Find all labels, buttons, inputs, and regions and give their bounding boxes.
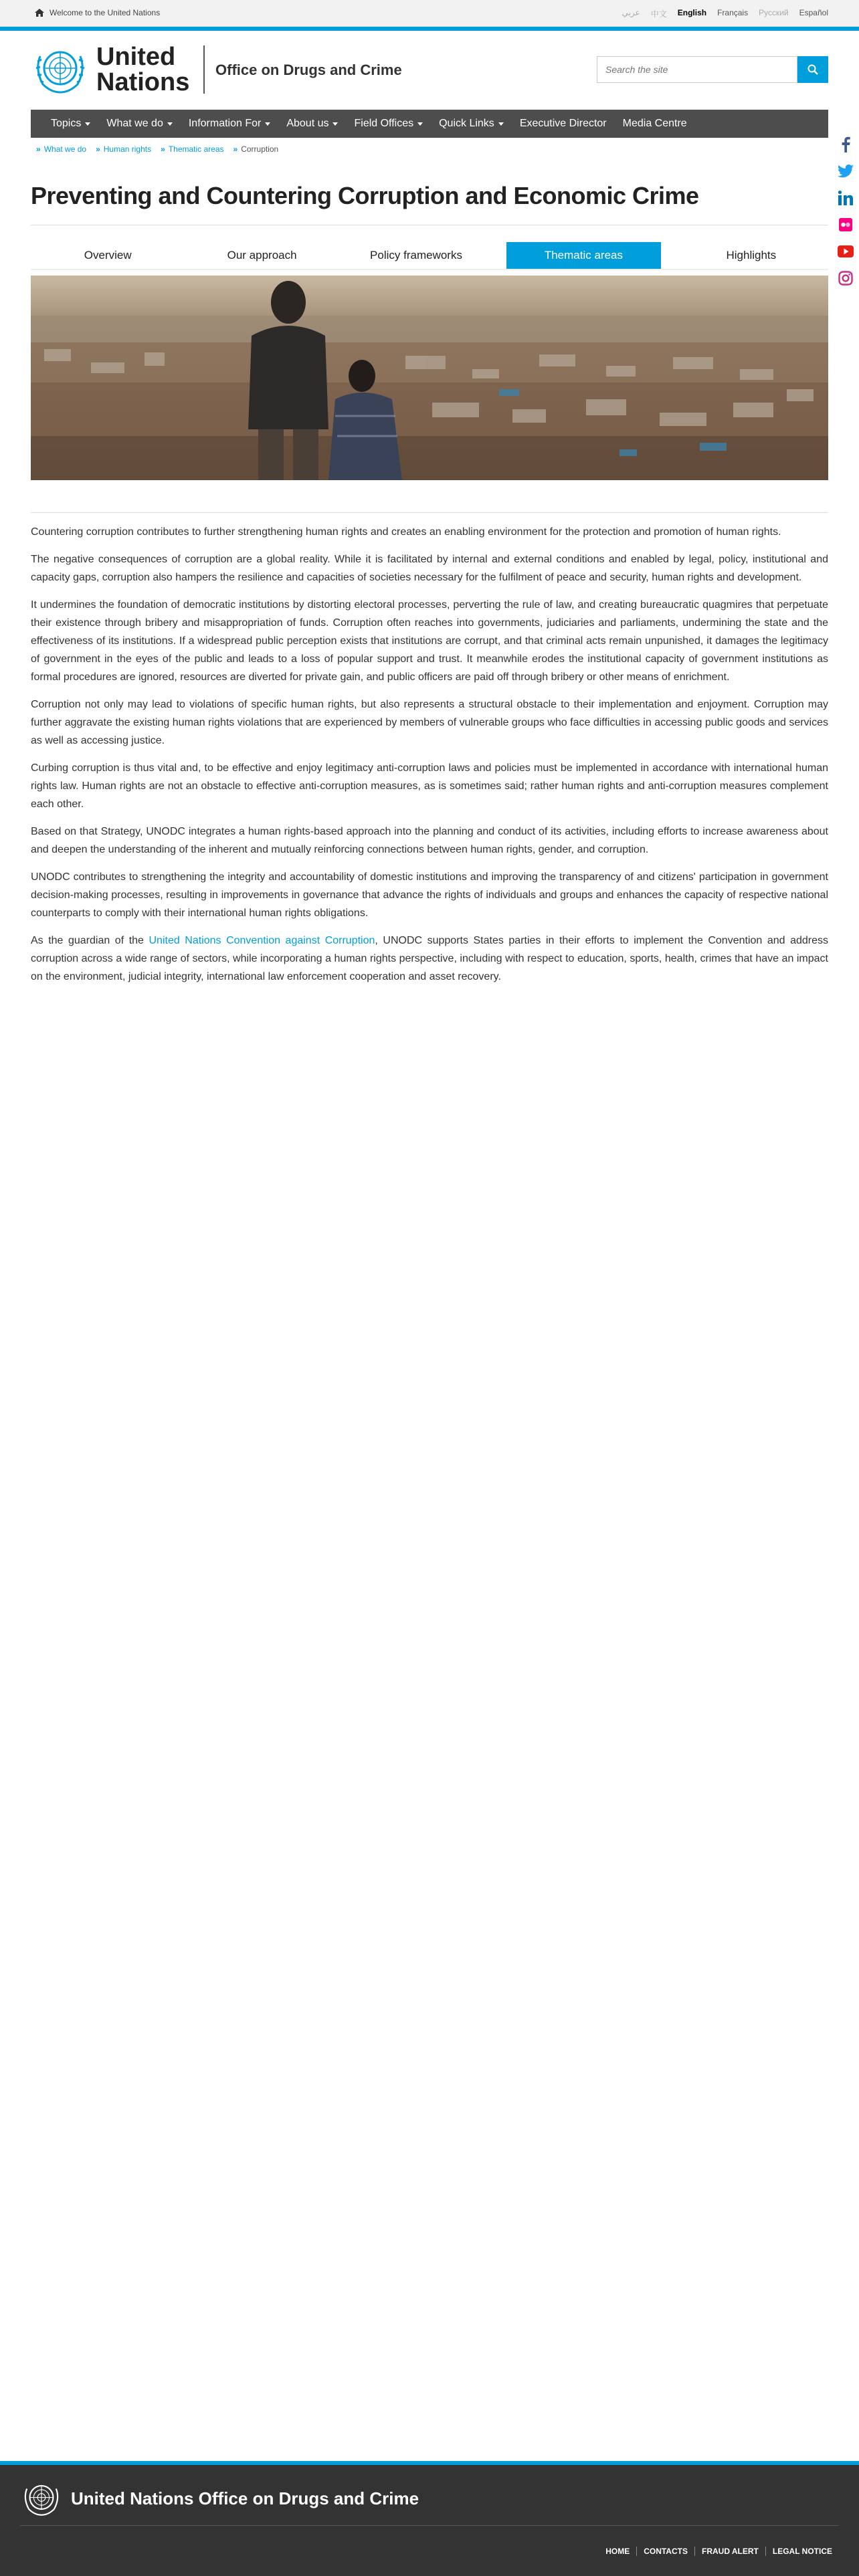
nav-field-offices[interactable] bbox=[346, 110, 431, 138]
footer-link-home[interactable]: HOME bbox=[605, 2547, 630, 2556]
paragraph: Countering corruption contributes to further strengthening human rights and creates an enabling environment for the protection and promotion of human rights. bbox=[31, 526, 781, 538]
paragraph: Based on that Strategy, UNODC integrates a human rights-based approach into the planning and conduct of its activities, including efforts to increase awareness about and deepen the understanding of the inherent and mutually reinforcing connections between human rights, gender, and corruption. bbox=[31, 826, 828, 855]
caret-down-icon bbox=[498, 122, 504, 126]
footer-link-contacts[interactable]: CONTACTS bbox=[636, 2547, 694, 2556]
tab-overview[interactable]: Overview bbox=[84, 249, 132, 261]
nav-quick-links[interactable] bbox=[431, 110, 512, 138]
nav-label: Information For bbox=[188, 118, 262, 129]
footer-links bbox=[599, 2547, 839, 2556]
paragraph: Corruption not only may lead to violations of specific human rights, but also represents a structural obstacle to their implementation and enjoyment. Corruption may further aggravate the existing human rights violations that are experienced by members of vulnerable groups who face difficulties in accessing public goods and services as well as accessing justice. bbox=[31, 699, 828, 746]
nav-label: Topics bbox=[51, 118, 82, 129]
tab-our-approach[interactable]: Our approach bbox=[227, 249, 297, 261]
lang-english[interactable]: English bbox=[677, 8, 707, 17]
social-sidebar bbox=[838, 136, 854, 286]
youtube-icon[interactable] bbox=[838, 243, 854, 259]
nav-topics[interactable] bbox=[43, 110, 98, 138]
breadcrumb-item[interactable] bbox=[96, 144, 151, 154]
flickr-icon[interactable] bbox=[838, 217, 854, 233]
double-chevron-icon: » bbox=[96, 144, 100, 154]
footer-divider bbox=[20, 2525, 839, 2526]
header-divider bbox=[203, 45, 205, 94]
site-header bbox=[31, 43, 828, 96]
instagram-icon[interactable] bbox=[838, 270, 854, 286]
breadcrumb bbox=[36, 144, 278, 154]
home-icon bbox=[35, 9, 44, 17]
lang-spanish[interactable]: Español bbox=[799, 8, 828, 17]
lang-russian[interactable]: Русский bbox=[759, 8, 789, 17]
breadcrumb-link[interactable]: Human rights bbox=[103, 144, 152, 154]
caret-down-icon bbox=[332, 122, 338, 126]
tab-highlights[interactable]: Highlights bbox=[726, 249, 777, 261]
welcome-link[interactable] bbox=[35, 8, 160, 17]
nav-label: Media Centre bbox=[622, 118, 687, 129]
paragraph: UNODC contributes to strengthening the integrity and accountability of domestic institutions and improving the transparency of and citizens' participation in government decision-making processes, resulting in improvements in governance that advance the rights of individuals and groups and enhances the capacity of respective national counterparts to comply with their international human rights obligations. bbox=[31, 871, 828, 919]
caret-down-icon bbox=[265, 122, 270, 126]
un-emblem-icon bbox=[31, 43, 90, 96]
top-bar bbox=[0, 0, 859, 27]
nav-label: Quick Links bbox=[439, 118, 494, 129]
nav-label: Field Offices bbox=[354, 118, 414, 129]
office-name[interactable]: Office on Drugs and Crime bbox=[215, 62, 402, 78]
hero-image bbox=[31, 276, 828, 480]
nav-media-centre[interactable] bbox=[615, 110, 695, 138]
paragraph-text: , UNODC supports States parties in their efforts to implement the Convention and address corruption across a wide range of sectors, while incorporating a human rights perspective, including with respect to education, sports, health, crimes that have an impact on the environment, judicial integrity, international law enforcement cooperation and asset recovery. bbox=[31, 935, 829, 982]
double-chevron-icon: » bbox=[36, 144, 41, 154]
footer-logo[interactable] bbox=[20, 2478, 419, 2518]
footer-link-legal-notice[interactable]: LEGAL NOTICE bbox=[765, 2547, 839, 2556]
nav-information-for[interactable] bbox=[181, 110, 278, 138]
footer-accent-bar bbox=[0, 2461, 859, 2465]
uncac-link[interactable]: United Nations Convention against Corruption bbox=[149, 935, 375, 946]
caret-down-icon bbox=[417, 122, 423, 126]
welcome-text: Welcome to the United Nations bbox=[50, 8, 161, 17]
breadcrumb-item bbox=[233, 144, 279, 154]
search-icon bbox=[807, 64, 818, 75]
nav-about-us[interactable] bbox=[278, 110, 346, 138]
breadcrumb-current: Corruption bbox=[241, 144, 279, 154]
lang-french[interactable]: Français bbox=[717, 8, 749, 17]
search-button[interactable] bbox=[797, 56, 828, 83]
un-emblem-icon bbox=[20, 2478, 63, 2518]
divider bbox=[31, 512, 828, 513]
nav-label: What we do bbox=[106, 118, 163, 129]
tab-thematic-areas[interactable]: Thematic areas bbox=[506, 242, 660, 269]
nav-label: Executive Director bbox=[519, 118, 607, 129]
twitter-icon[interactable] bbox=[838, 163, 854, 179]
search-form bbox=[597, 56, 828, 83]
paragraph: It undermines the foundation of democratic institutions by distorting electoral processes, perverting the rule of law, and creating bureaucratic quagmires that perpetuate their existence through bribery and misappropriation of funds. Corruption often reaches into governments, judiciaries and parliaments, undermining the state and the effectiveness of its institutions. If a widespread public perception exists that institutions are corrupt, and that criminal acts remain unpunished, it damages the legitimacy of government in the eyes of the public and leads to a loss of popular support and trust. It meanwhile erodes the institutional capacity of government institutions as formal procedures are ignored, resources are diverted for private gain, and public officers are paid off through bribery or other means of enrichment. bbox=[31, 599, 828, 683]
footer-link-fraud-alert[interactable]: FRAUD ALERT bbox=[694, 2547, 765, 2556]
lang-chinese[interactable]: 中文 bbox=[650, 9, 667, 19]
double-chevron-icon: » bbox=[161, 144, 165, 154]
breadcrumb-link[interactable]: What we do bbox=[43, 144, 87, 154]
caret-down-icon bbox=[85, 122, 90, 126]
section-tabs bbox=[31, 242, 828, 270]
nav-label: About us bbox=[286, 118, 329, 129]
search-input[interactable] bbox=[597, 56, 797, 83]
un-logo[interactable] bbox=[31, 43, 189, 96]
logo-line-2: Nations bbox=[96, 68, 190, 96]
nav-what-we-do[interactable] bbox=[98, 110, 180, 138]
tab-policy-frameworks[interactable]: Policy frameworks bbox=[370, 249, 462, 261]
main-nav bbox=[31, 110, 828, 138]
nav-executive-director[interactable] bbox=[512, 110, 615, 138]
breadcrumb-item[interactable] bbox=[161, 144, 223, 154]
paragraph: The negative consequences of corruption are a global reality. While it is facilitated by internal and external conditions and enabled by legal, policy, institutional and capacity gaps, corruption also hampers the resilience and capacities of societies necessary for the fulfilment of peace and security, human rights and development. bbox=[31, 554, 828, 583]
site-footer bbox=[0, 2461, 859, 2576]
paragraph-text: As the guardian of the bbox=[31, 935, 149, 946]
accent-bar bbox=[0, 27, 859, 31]
language-switcher bbox=[622, 8, 828, 19]
footer-title: United Nations Office on Drugs and Crime bbox=[71, 2488, 419, 2508]
breadcrumb-item[interactable] bbox=[36, 144, 86, 154]
paragraph bbox=[31, 932, 828, 986]
main-content bbox=[31, 523, 828, 995]
logo-line-1: United bbox=[96, 43, 176, 71]
page-title: Preventing and Countering Corruption and Economic Crime bbox=[31, 182, 699, 209]
paragraph: Curbing corruption is thus vital and, to be effective and enjoy legitimacy anti-corruption laws and policies must be implemented in accordance with international human rights law. Human rights are not an obstacle to effective anti-corruption measures, as is sometimes said; rather human rights and anti-corruption measures complement each other. bbox=[31, 762, 828, 810]
breadcrumb-link[interactable]: Thematic areas bbox=[168, 144, 224, 154]
lang-arabic[interactable]: عربي bbox=[622, 8, 640, 17]
linkedin-icon[interactable] bbox=[838, 190, 854, 206]
double-chevron-icon: » bbox=[233, 144, 238, 154]
facebook-icon[interactable] bbox=[838, 136, 854, 152]
caret-down-icon bbox=[167, 122, 173, 126]
children-overlooking-slum-image bbox=[31, 276, 828, 480]
